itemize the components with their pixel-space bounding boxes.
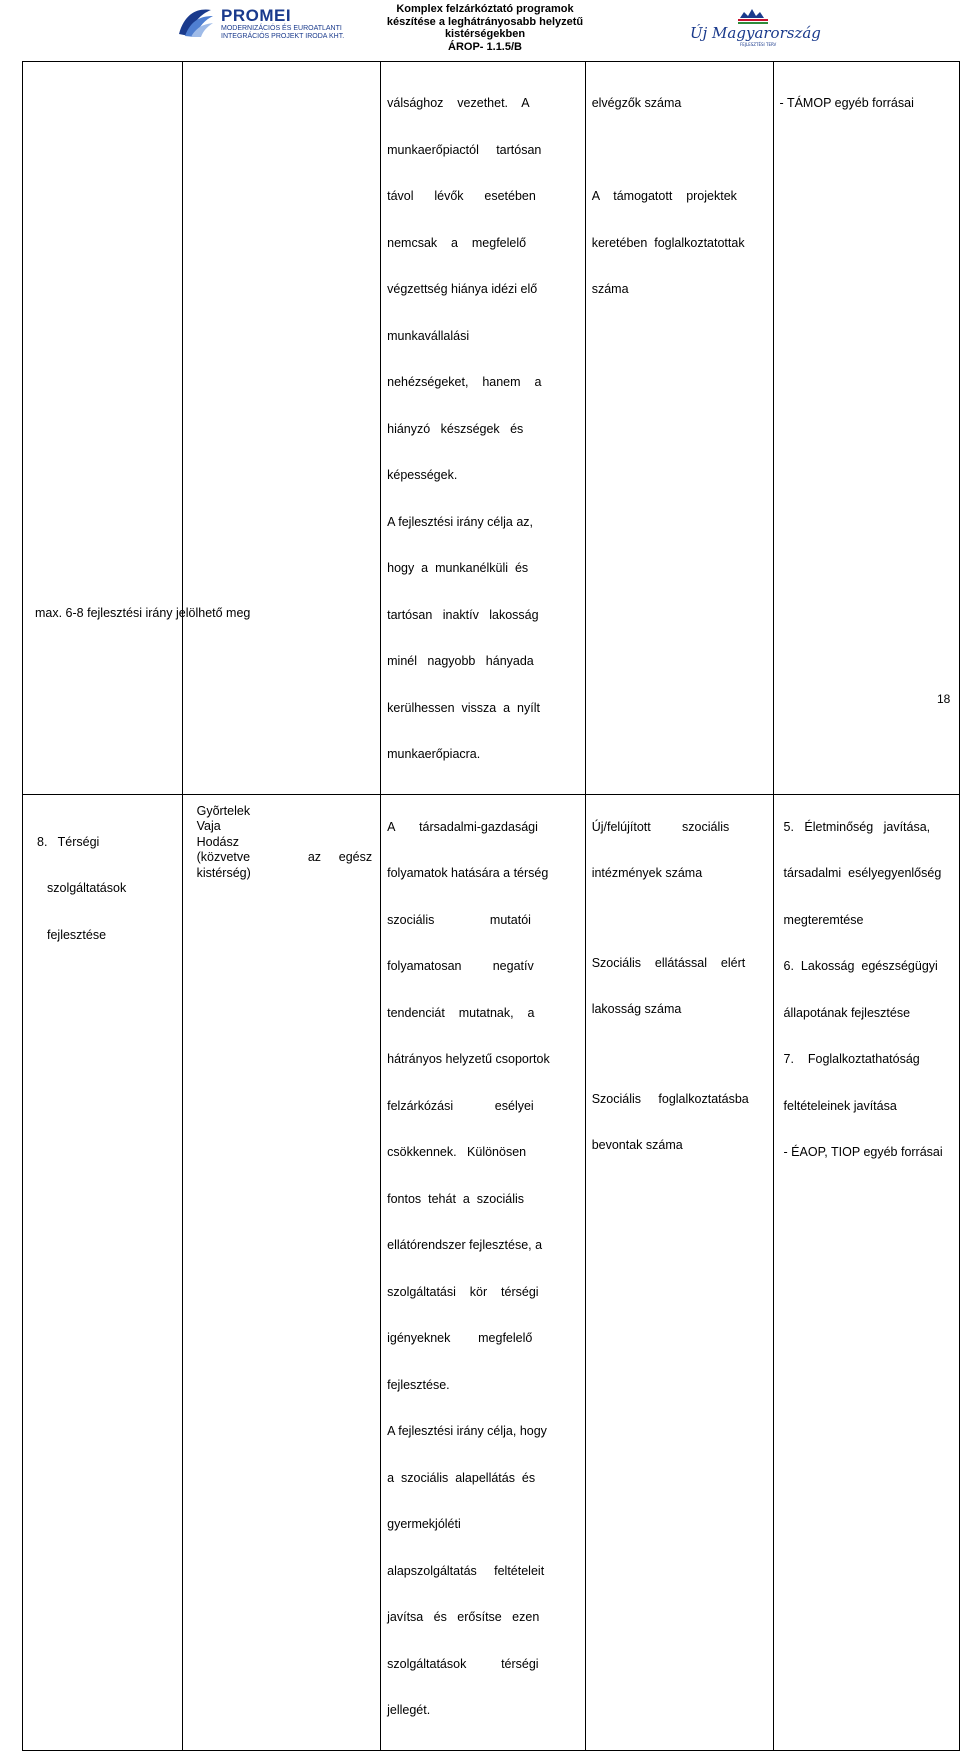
text-word: egész xyxy=(338,850,373,864)
text-line: kistérség) xyxy=(196,865,251,880)
cell-empty-2 xyxy=(182,62,381,795)
text-line: folyamatok hatására a térség xyxy=(387,866,549,880)
svg-text:FEJLESZTÉSI TERV: FEJLESZTÉSI TERV xyxy=(740,42,777,47)
text-line: folyamatosan negatív xyxy=(387,959,534,973)
footnote: max. 6-8 fejlesztési irány jelölhető meg xyxy=(35,606,251,620)
text-line: szolgáltatások térségi xyxy=(387,1656,539,1671)
text-line: felzárkózási esélyei xyxy=(387,1098,534,1113)
promei-subtitle-2: INTEGRÁCIÓS PROJEKT IRODA KHT. xyxy=(221,33,345,40)
cell-goal-continuation xyxy=(381,62,586,795)
text-line: szolgáltatási kör térségi xyxy=(387,1284,539,1299)
cell-direction-title xyxy=(23,794,183,1750)
text-line: száma xyxy=(591,282,629,296)
text-line: A társadalmi-gazdasági xyxy=(387,819,538,834)
text-line: minél nagyobb hányada xyxy=(387,654,534,668)
cell-goal xyxy=(381,794,586,1750)
table-row-8 xyxy=(23,794,960,1750)
table-row-continuation xyxy=(23,62,960,795)
text-line: alapszolgáltatás feltételeit xyxy=(387,1563,545,1578)
text-line: Új/felújított szociális xyxy=(591,819,730,834)
text-line: Szociális ellátással elért xyxy=(591,955,746,970)
promei-logo xyxy=(175,4,365,44)
text-line: 7. Foglalkoztathatóság xyxy=(783,1052,920,1066)
text-line: fejlesztése xyxy=(47,927,107,942)
text-line: gyermekjóléti xyxy=(387,1517,461,1531)
text-line: szolgáltatások xyxy=(47,881,127,895)
text-line: A fejlesztési irány célja, hogy xyxy=(387,1424,547,1438)
text-line xyxy=(592,913,773,925)
text-line: bevontak száma xyxy=(591,1138,683,1152)
text-line: Szociális foglalkoztatásba xyxy=(591,1091,749,1106)
text-line: munkaerőpiacra. xyxy=(387,747,481,761)
title-line-2: készítése a leghátrányosabb helyzetű xyxy=(386,15,584,28)
text-line: Vaja xyxy=(196,819,221,833)
title-line-3: kistérségekben xyxy=(444,28,526,40)
cell-settlements xyxy=(182,794,381,1750)
text-line: távol lévők esetében xyxy=(387,189,536,203)
text-line: jellegét. xyxy=(387,1703,431,1717)
text-line: hiányzó készségek és xyxy=(387,421,524,436)
cell-empty-1 xyxy=(23,62,183,795)
text-line: keretében foglalkoztatottak xyxy=(591,235,745,250)
document-title xyxy=(380,3,590,53)
promei-subtitle-1: MODERNIZÁCIÓS ÉS EUROATLANTI xyxy=(221,25,342,32)
text-line: 5. Életminőség javítása, xyxy=(783,819,931,834)
text-line: fontos tehát a szociális xyxy=(387,1191,525,1206)
text-line: munkaerőpiactól tartósan xyxy=(387,142,542,157)
text-line: 6. Lakosság egészségügyi xyxy=(783,959,938,973)
text-line: javítsa és erősítse ezen xyxy=(387,1610,540,1624)
text-line: A támogatott projektek xyxy=(591,189,737,203)
promei-name: PROMEI xyxy=(221,6,292,25)
text-line: hogy a munkanélküli és xyxy=(387,561,529,575)
cell-indicators xyxy=(585,794,773,1750)
text-line xyxy=(592,143,767,159)
text-line: feltételeinek javítása xyxy=(783,1098,897,1113)
page-number: 18 xyxy=(937,692,951,706)
title-line-4: ÁROP- 1.1.5/B xyxy=(448,40,522,53)
svg-text:Új Magyarország: Új Magyarország xyxy=(690,24,821,42)
promei-emblem-icon xyxy=(175,4,215,40)
text-line: 8. Térségi xyxy=(37,834,100,849)
cell-sources xyxy=(773,794,959,1750)
text-line: nemcsak a megfelelő xyxy=(387,235,527,250)
text-line: hátrányos helyzetű csoportok xyxy=(387,1052,550,1066)
text-line: a szociális alapellátás és xyxy=(387,1470,536,1485)
text-line: elvégzők száma xyxy=(591,96,682,110)
text-line: megteremtése xyxy=(783,912,864,927)
text-line: munkavállalási xyxy=(387,328,470,343)
text-line: ellátórendszer fejlesztése, a xyxy=(387,1238,543,1252)
text-word: (közvetve xyxy=(196,850,251,864)
text-word: az xyxy=(307,850,322,864)
text-line: csökkennek. Különösen xyxy=(387,1145,527,1159)
development-table xyxy=(22,61,960,1751)
whole-region-line xyxy=(197,850,375,866)
text-line: lakosság száma xyxy=(591,1002,682,1016)
text-line: képességek. xyxy=(387,468,458,482)
text-line: - TÁMOP egyéb forrásai xyxy=(779,96,914,110)
text-line: szociális mutatói xyxy=(387,912,531,927)
text-line: A fejlesztési irány célja az, xyxy=(387,514,534,529)
text-line: Gyõrtelek xyxy=(196,803,251,818)
text-line: - ÉAOP, TIOP egyéb forrásai xyxy=(783,1145,943,1159)
text-line: Hodász xyxy=(196,834,239,849)
text-line: fejlesztése. xyxy=(387,1377,450,1392)
text-line: igényeknek megfelelő xyxy=(387,1331,533,1345)
text-line: kerülhessen vissza a nyílt xyxy=(387,700,540,715)
goal-text-top xyxy=(387,65,579,794)
text-line: tendenciát mutatnak, a xyxy=(387,1005,535,1020)
text-line: végzettség hiánya idézi elő xyxy=(387,282,538,296)
text-line: válsághoz vezethet. A xyxy=(387,96,530,110)
text-line xyxy=(592,1049,773,1061)
title-line-1: Komplex felzárkóztató programok xyxy=(396,3,574,15)
text-line: társadalmi esélyegyenlőség xyxy=(783,866,942,880)
text-line: tartósan inaktív lakosság xyxy=(387,607,539,622)
text-line: állapotának fejlesztése xyxy=(783,1005,911,1020)
text-line: intézmények száma xyxy=(591,866,703,880)
uj-magyarorszag-logo xyxy=(688,4,821,48)
text-line: nehézségeket, hanem a xyxy=(387,375,542,389)
page-header xyxy=(0,0,960,58)
cell-indicators-continuation xyxy=(585,62,773,795)
cell-sources-continuation xyxy=(773,62,959,795)
